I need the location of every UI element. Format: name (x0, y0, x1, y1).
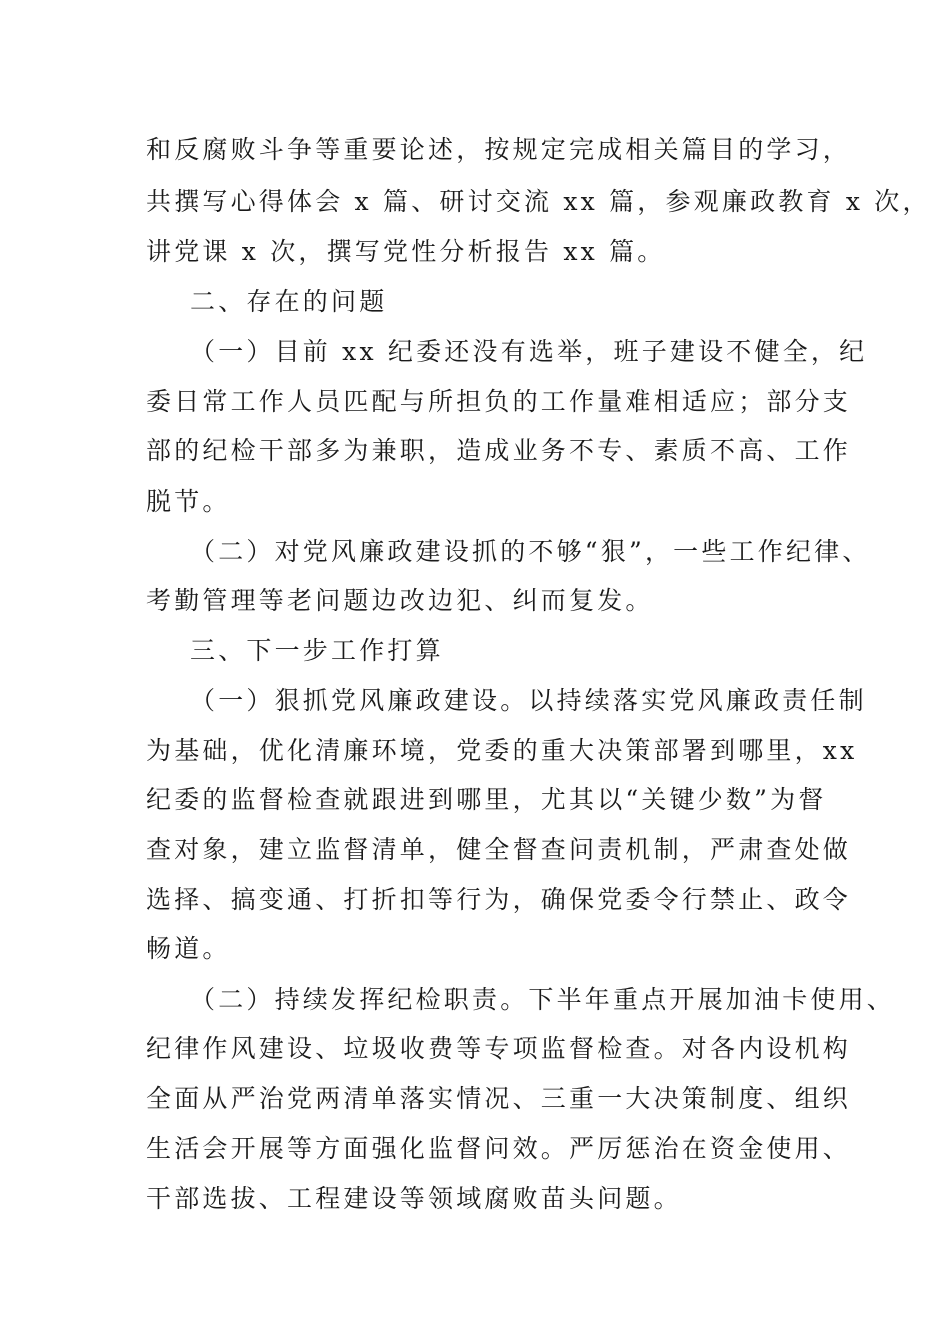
text-line: （二）对党风廉政建设抓的不够“狠”，一些工作纪律、 (190, 537, 871, 566)
text-line: 为基础，优化清廉环境，党委的重大决策部署到哪里，xx (146, 736, 858, 765)
text-line: 纪委的监督检查就跟进到哪里，尤其以“关键少数”为督 (146, 785, 827, 814)
text-line: 部的纪检干部多为兼职，造成业务不专、素质不高、工作 (146, 436, 852, 465)
text-line: （二）持续发挥纪检职责。下半年重点开展加油卡使用、 (190, 985, 896, 1014)
text-line: 查对象，建立监督清单，健全督查问责机制，严肃查处做 (146, 835, 852, 864)
section-heading: 二、存在的问题 (190, 287, 388, 316)
text-line: 纪律作风建设、垃圾收费等专项监督检查。对各内设机构 (146, 1034, 852, 1063)
text-line: 和反腐败斗争等重要论述，按规定完成相关篇目的学习， (146, 135, 852, 164)
text-line: 讲党课 x 次，撰写党性分析报告 xx 篇。 (146, 237, 666, 266)
text-line: 考勤管理等老问题边改边犯、纠而复发。 (146, 586, 654, 615)
section-heading: 三、下一步工作打算 (190, 636, 444, 665)
text-line: 生活会开展等方面强化监督问效。严厉惩治在资金使用、 (146, 1134, 852, 1163)
text-line: 干部选拔、工程建设等领域腐败苗头问题。 (146, 1184, 682, 1213)
text-line: 委日常工作人员匹配与所担负的工作量难相适应；部分支 (146, 387, 852, 416)
text-line: 共撰写心得体会 x 篇、研讨交流 xx 篇，参观廉政教育 x 次， (146, 187, 931, 216)
text-line: （一）狠抓党风廉政建设。以持续落实党风廉政责任制 (190, 686, 867, 715)
text-line: （一）目前 xx 纪委还没有选举，班子建设不健全，纪 (190, 337, 868, 366)
text-line: 选择、搞变通、打折扣等行为，确保党委令行禁止、政令 (146, 885, 852, 914)
text-line: 脱节。 (146, 487, 231, 516)
text-line: 畅道。 (146, 934, 231, 963)
text-line: 全面从严治党两清单落实情况、三重一大决策制度、组织 (146, 1084, 852, 1113)
